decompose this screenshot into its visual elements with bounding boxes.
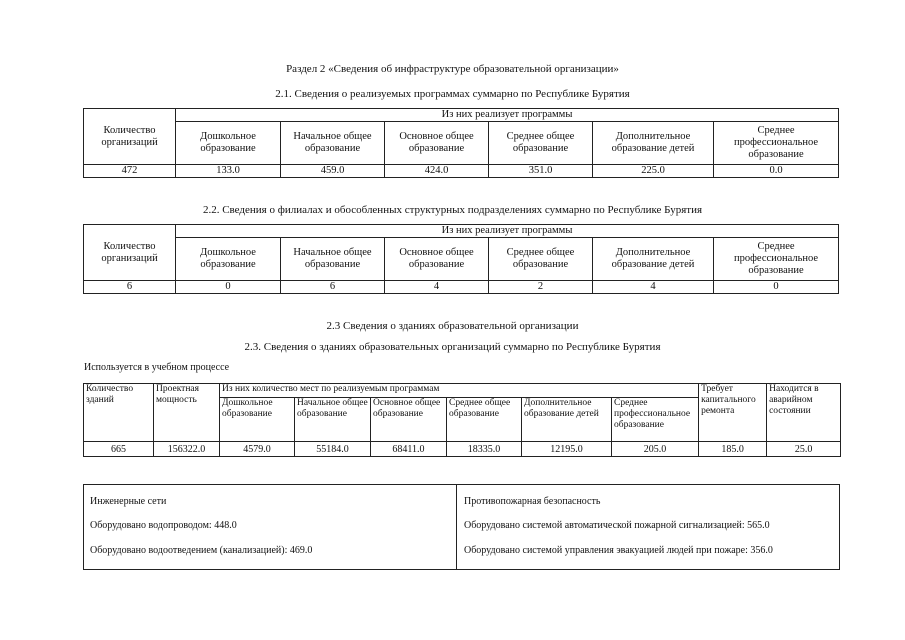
- branches-col-primary: Начальное общее образование: [281, 238, 385, 281]
- programs-col-primary: Начальное общее образование: [281, 122, 385, 165]
- evacuation-text: Оборудовано системой управления эвакуацией людей при пожаре: 356.0: [464, 545, 773, 556]
- value-basic: 68411.0: [371, 442, 447, 457]
- repair-header: Требует капитального ремонта: [699, 384, 767, 442]
- programs-col-secondary: Среднее общее образование: [489, 122, 593, 165]
- programs-col-additional: Дополнительное образование детей: [593, 122, 714, 165]
- branches-col-vocational: Среднее профессиональное образование: [714, 238, 839, 281]
- programs-value-preschool: 133.0: [176, 165, 281, 178]
- table-row: [84, 442, 841, 457]
- programs-value-org-count: 472: [84, 165, 176, 178]
- places-col-primary: Начальное общее образование: [295, 398, 371, 442]
- programs-table-title: 2.1. Сведения о реализуемых программах суммарно по Республике Бурятия: [275, 88, 630, 100]
- value-capacity: 156322.0: [154, 442, 220, 457]
- branches-group-header: Из них реализует программы: [176, 225, 839, 238]
- programs-col-basic: Основное общее образование: [385, 122, 489, 165]
- capacity-header: Проектная мощность: [154, 384, 220, 442]
- buildings-count-header: Количество зданий: [84, 384, 154, 442]
- programs-value-vocational: 0.0: [714, 165, 839, 178]
- places-col-preschool: Дошкольное образование: [220, 398, 295, 442]
- branches-table-title: 2.2. Сведения о филиалах и обособленных структурных подразделениях суммарно по Республике Бурятия: [202, 204, 703, 216]
- buildings-table-title: 2.3. Сведения о зданиях образовательных организаций суммарно по Республике Бурятия: [244, 341, 661, 353]
- branches-col-secondary: Среднее общее образование: [489, 238, 593, 281]
- programs-value-additional: 225.0: [593, 165, 714, 178]
- buildings-section-title: 2.3 Сведения о зданиях образовательной организации: [326, 320, 579, 332]
- programs-value-secondary: 351.0: [489, 165, 593, 178]
- branches-col-basic: Основное общее образование: [385, 238, 489, 281]
- value-preschool: 4579.0: [220, 442, 295, 457]
- branches-value-basic: 4: [385, 281, 489, 294]
- programs-table: [83, 108, 839, 178]
- branches-value-vocational: 0: [714, 281, 839, 294]
- programs-col-preschool: Дошкольное образование: [176, 122, 281, 165]
- branches-col-additional: Дополнительное образование детей: [593, 238, 714, 281]
- programs-org-count-header: Количество организаций: [84, 109, 176, 165]
- value-additional: 12195.0: [522, 442, 612, 457]
- value-emergency: 25.0: [767, 442, 841, 457]
- section-title: Раздел 2 «Сведения об инфраструктуре образовательной организации»: [286, 63, 619, 75]
- branches-org-count-header: Количество организаций: [84, 225, 176, 281]
- fire-alarm-text: Оборудовано системой автоматической пожарной сигнализацией: 565.0: [464, 520, 770, 531]
- value-secondary: 18335.0: [447, 442, 522, 457]
- sewerage-text: Оборудовано водоотведением (канализацией): 469.0: [90, 545, 313, 556]
- buildings-table: [83, 383, 841, 457]
- usage-note: Используется в учебном процессе: [84, 362, 230, 373]
- value-vocational: 205.0: [612, 442, 699, 457]
- places-col-vocational: Среднее профессиональное образование: [612, 398, 699, 442]
- branches-value-secondary: 2: [489, 281, 593, 294]
- water-supply-text: Оборудовано водопроводом: 448.0: [90, 520, 237, 531]
- programs-value-primary: 459.0: [281, 165, 385, 178]
- branches-value-additional: 4: [593, 281, 714, 294]
- programs-value-basic: 424.0: [385, 165, 489, 178]
- programs-col-vocational: Среднее профессиональное образование: [714, 122, 839, 165]
- branches-value-primary: 6: [281, 281, 385, 294]
- infrastructure-box: [83, 484, 840, 570]
- places-col-basic: Основное общее образование: [371, 398, 447, 442]
- branches-value-preschool: 0: [176, 281, 281, 294]
- table-row: [84, 165, 839, 178]
- engineering-title: Инженерные сети: [90, 496, 167, 507]
- places-col-additional: Дополнительное образование детей: [522, 398, 612, 442]
- value-building-count: 665: [84, 442, 154, 457]
- fire-safety-title: Противопожарная безопасность: [464, 496, 601, 507]
- branches-table: [83, 224, 839, 294]
- table-row: [84, 281, 839, 294]
- box-divider: [456, 485, 457, 569]
- value-primary: 55184.0: [295, 442, 371, 457]
- branches-col-preschool: Дошкольное образование: [176, 238, 281, 281]
- value-repair: 185.0: [699, 442, 767, 457]
- emergency-header: Находится в аварийном состоянии: [767, 384, 841, 442]
- places-group-header: Из них количество мест по реализуемым программам: [220, 384, 699, 398]
- branches-value-org-count: 6: [84, 281, 176, 294]
- programs-group-header: Из них реализует программы: [176, 109, 839, 122]
- places-col-secondary: Среднее общее образование: [447, 398, 522, 442]
